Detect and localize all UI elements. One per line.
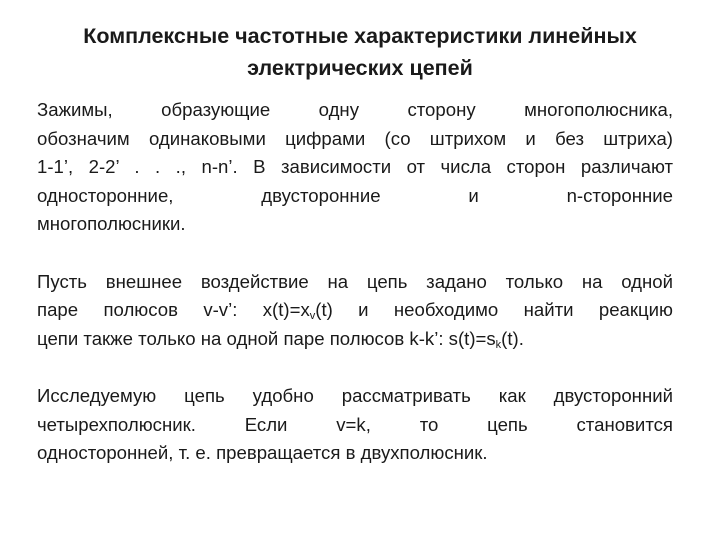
paragraph-gap	[37, 239, 673, 268]
paragraph-line: Пусть внешнее воздействие на цепь задано только на одной	[37, 270, 673, 292]
subscript-v: v	[309, 310, 316, 323]
paragraph-line: обозначим одинаковыми цифрами (со штрихом и без штриха)	[37, 127, 673, 149]
slide-body	[37, 96, 673, 468]
paragraph-line: односторонней, т. е. превращается в двухполюсник.	[37, 442, 488, 464]
paragraph-line: четырехполюсник. Если v=k, то цепь становится	[37, 413, 673, 435]
paragraph-line: 1-1’, 2-2’ . . ., n-n’. В зависимости от числа сторон различают	[37, 156, 673, 178]
title-line-2: электрических цепей	[247, 56, 473, 80]
text-fragment: (t) и необходимо найти реакцию	[315, 299, 673, 321]
paragraph-line: многополюсники.	[37, 213, 186, 235]
paragraph-line: Зажимы, образующие одну сторону многополюсника,	[37, 99, 673, 120]
text-fragment: цепи также только на одной паре полюсов k-k’: s(t)=s	[37, 327, 496, 349]
paragraph-line: Исследуемую цепь удобно рассматривать как двусторонний	[37, 384, 673, 406]
paragraph-line	[37, 325, 673, 354]
paragraph-terminals	[37, 96, 673, 239]
paragraph-gap	[37, 353, 673, 382]
subscript-k: k	[495, 338, 502, 351]
title-line-1: Комплексные частотные характеристики линейных	[83, 24, 637, 48]
text-fragment: (t).	[501, 327, 524, 349]
paragraph-line: односторонние, двусторонние и n-сторонние	[37, 184, 673, 206]
text-fragment: паре полюсов v-v’: x(t)=x	[37, 299, 310, 321]
paragraph-line	[37, 296, 673, 325]
paragraph-quadripole	[37, 382, 673, 468]
slide-title	[20, 20, 700, 84]
paragraph-excitation	[37, 268, 673, 354]
